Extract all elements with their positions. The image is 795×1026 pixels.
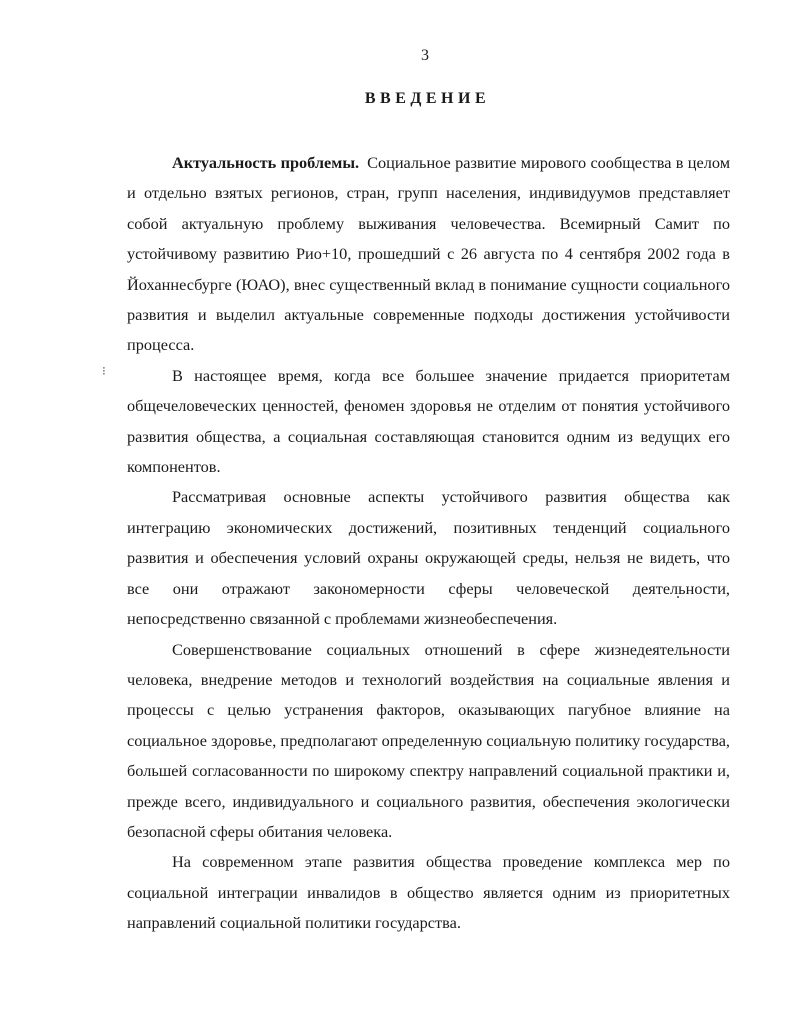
margin-mark: ⁝ bbox=[102, 364, 106, 378]
paragraph: В настоящее время, когда все большее значение придается приоритетам общечеловеческих ценностей, феномен здоровья не отделим от понятия устойчивого развития общества, а социальная составляющая становится одним из ведущих его компонентов. bbox=[127, 365, 730, 477]
paragraph-text: Социальное развитие мирового сообщества в целом и отдельно взятых регионов, стран, групп населения, индивидуумов представляет собой актуальную проблему выживания человечества. Всемирный Самит по устойчивому развитию Рио+10, прошедший с 26 августа по 4 сентября 2002 года в Йоханнесбурге (ЮАО), внес существенный вклад в понимание сущности социального развития и выделил актуальные современные подходы достижения устойчивости процесса. bbox=[127, 153, 730, 355]
page-number: 3 bbox=[421, 47, 429, 64]
body-text bbox=[127, 148, 730, 939]
paragraph: На современном этапе развития общества проведение комплекса мер по социальной интеграции инвалидов в общество является одним из приоритетных направлений социальной политики государства. bbox=[127, 852, 730, 933]
paragraph: Совершенствование социальных отношений в сфере жизнедеятельности человека, внедрение методов и технологий воздействия на социальные явления и процессы с целью устранения факторов, оказывающих пагубное влияние на социальное здоровье, предполагают определенную социальную политику государства, большей согласованности по широкому спектру направлений социальной практики и, прежде всего, индивидуального и социального развития, обеспечения экологически безопасной сферы обитания человека. bbox=[127, 639, 730, 841]
paragraph-relevance bbox=[127, 148, 730, 361]
section-heading: ВВЕДЕНИЕ bbox=[364, 90, 491, 107]
paragraph-lead: Актуальность проблемы. bbox=[172, 153, 360, 172]
paragraph: Рассматривая основные аспекты устойчивого развития общества как интеграцию экономических достижений, позитивных тенденций социального развития и обеспечения условий охраны окружающей среды, нельзя не видеть, что все они отражают закономерности сферы человеческой деятельности, непосредственно связанной с проблемами жизнеобеспечения. bbox=[127, 487, 730, 629]
